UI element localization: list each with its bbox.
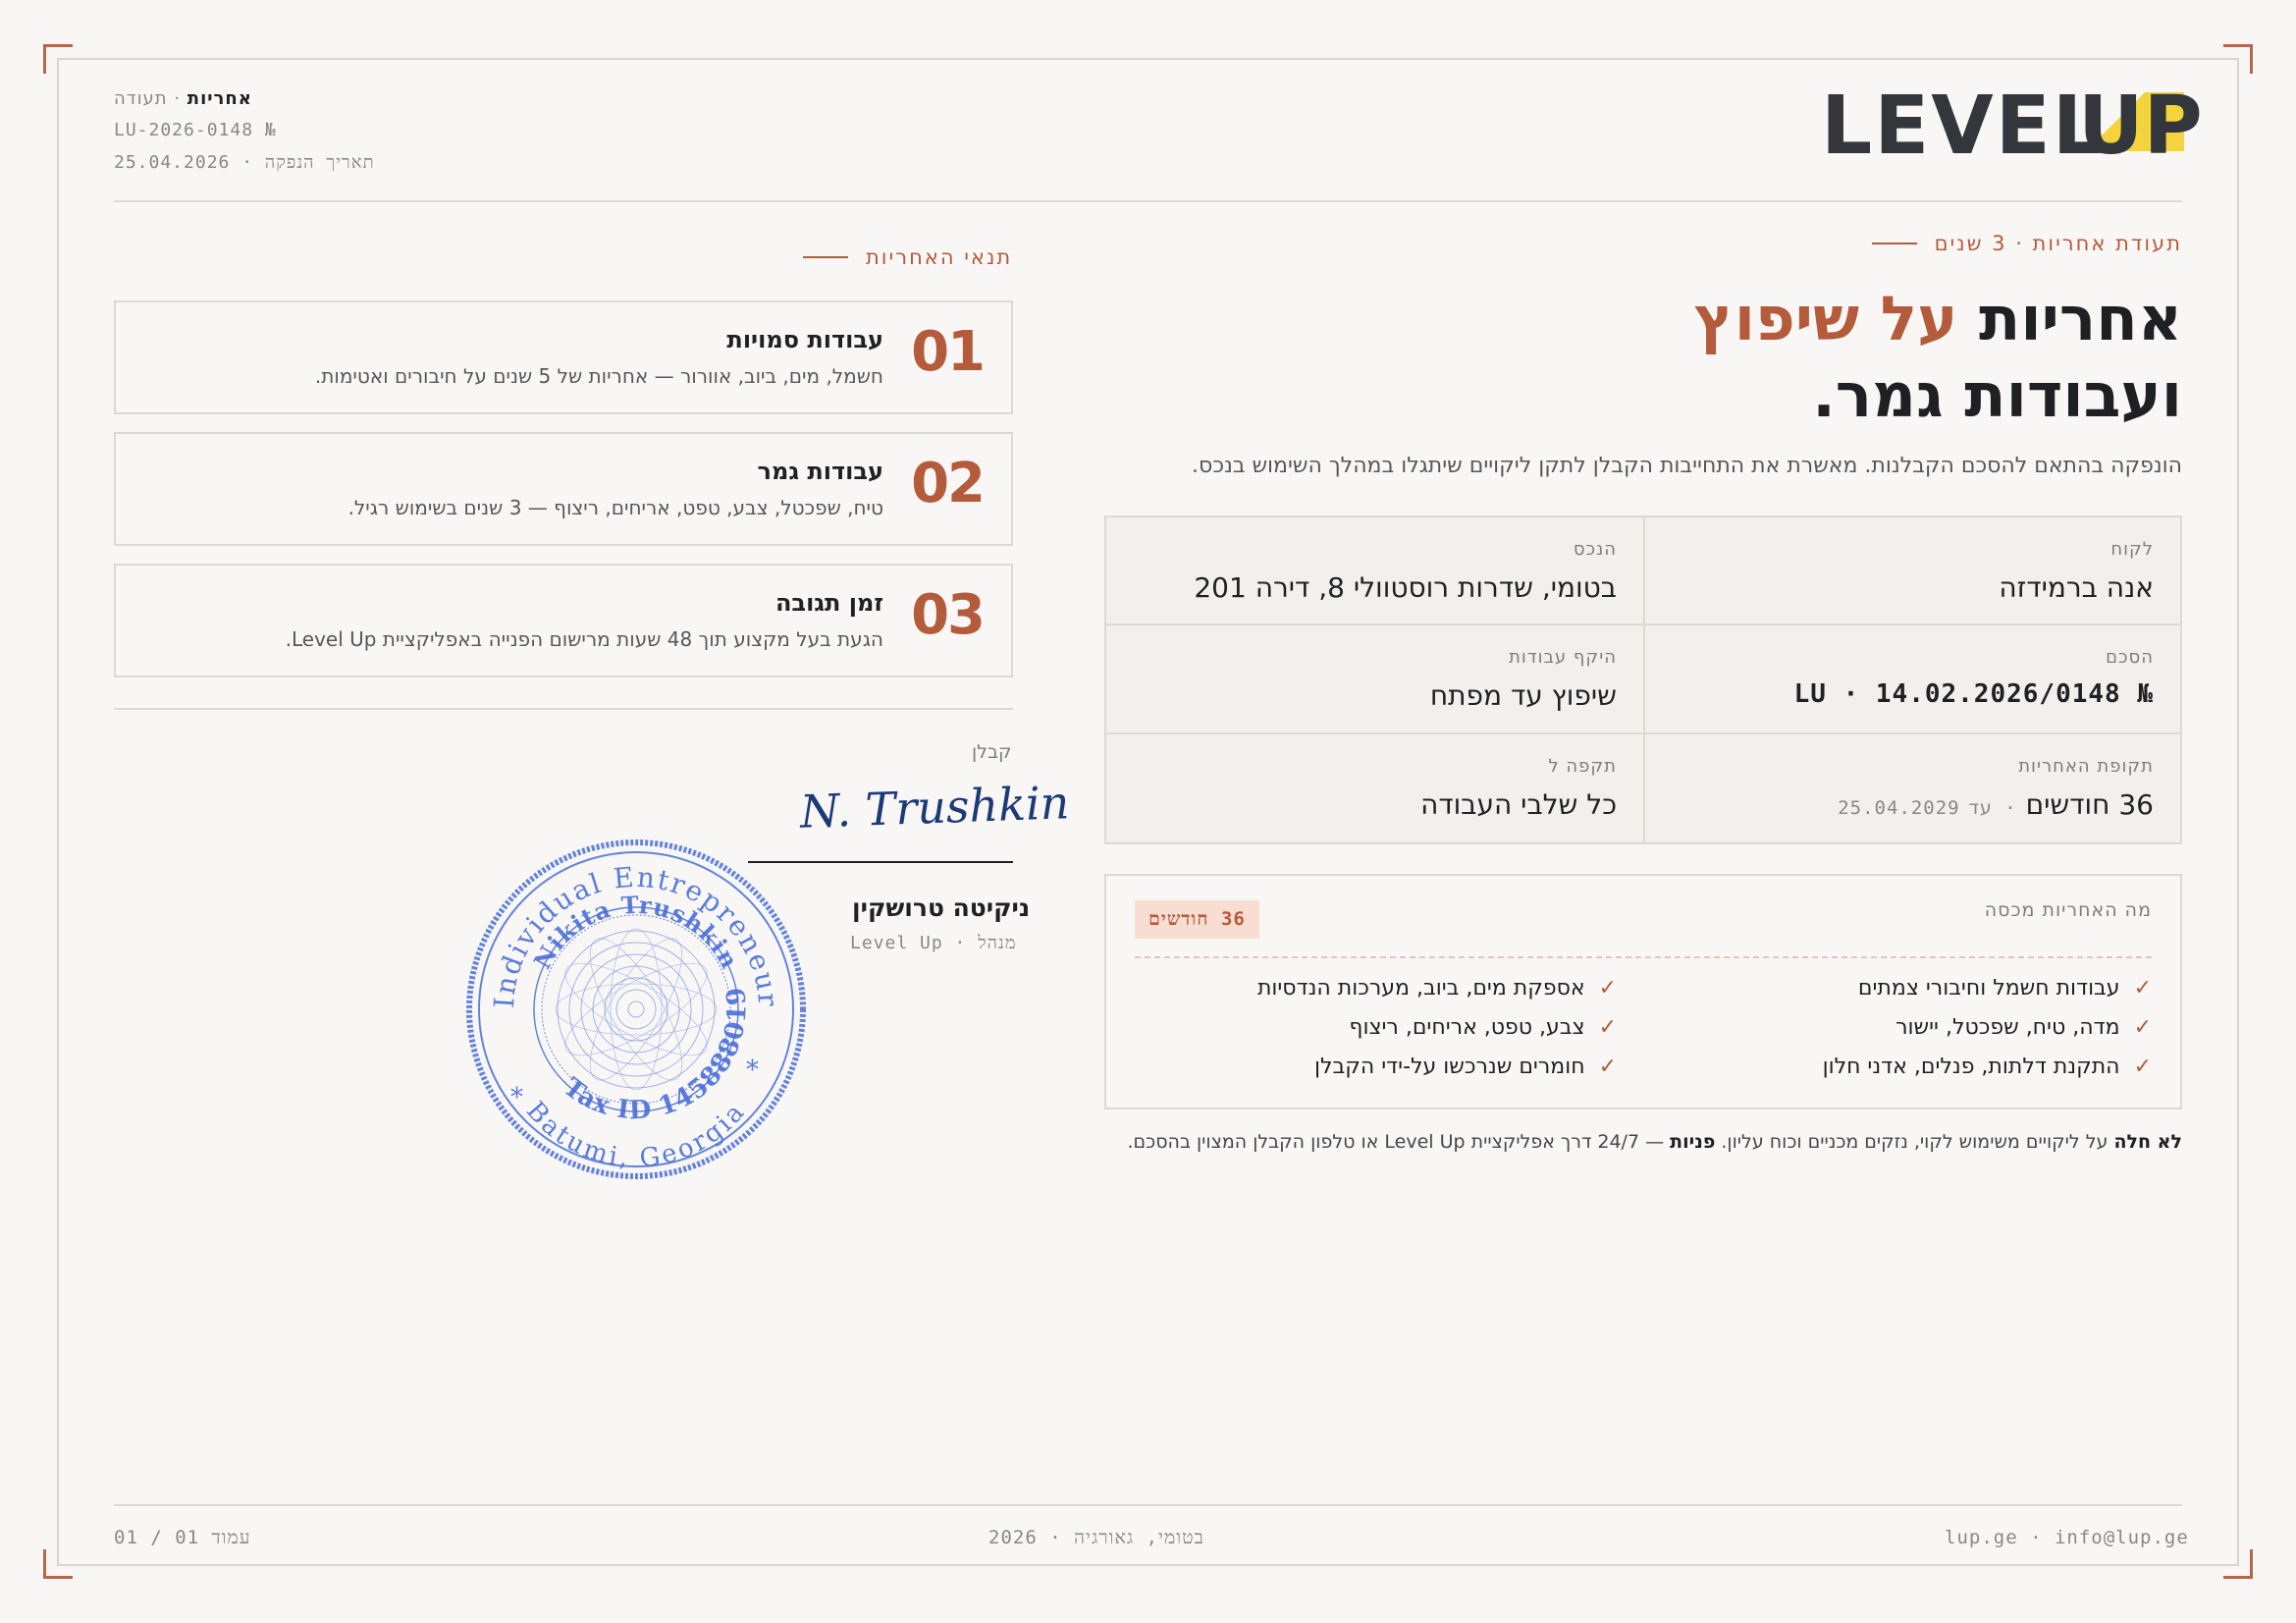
term-desc: חשמל, מים, ביוב, אוורור — אחריות של 5 שנים על חיבורים ואטימות. — [314, 364, 883, 388]
coverage-divider — [1135, 956, 2152, 958]
title-line2: ועבודות גמר. — [1812, 359, 2182, 431]
footer-location: בטומי, גאורגיה · 2026 — [988, 1527, 1204, 1548]
signer-role: מנהל · Level Up — [850, 933, 1017, 953]
term-title: עבודות גמר — [757, 458, 883, 485]
term-title: עבודות סמויות — [726, 326, 883, 353]
check-icon: ✓ — [2133, 1055, 2152, 1079]
coverage-item: ✓אספקת מים, ביוב, מערכות הנדסיות — [1256, 976, 1617, 1001]
page-title — [1694, 281, 2182, 434]
handwritten-signature: N. Trushkin — [799, 776, 1071, 839]
coverage-item: ✓התקנת דלתות, פנלים, אדני חלון — [1822, 1055, 2152, 1079]
terms-divider — [114, 708, 1013, 710]
corner-mark — [43, 1549, 73, 1579]
page-number: עמוד 01 / 01 — [114, 1527, 251, 1548]
doc-kind: תעודה — [114, 88, 168, 109]
doc-type-line: אחריות · תעודה — [114, 88, 252, 109]
signer-name: ניקיטה טרושקין — [852, 893, 1031, 922]
contractor-label: קבלן — [972, 741, 1012, 763]
detail-warranty-period: תקופת האחריות 36 חודשים · עד 25.04.2029 — [1643, 734, 2180, 842]
check-icon: ✓ — [2133, 1015, 2152, 1040]
corner-mark — [2223, 1549, 2253, 1579]
coverage-item: ✓עבודות חשמל וחיבורי צמתים — [1857, 976, 2152, 1001]
check-icon: ✓ — [2133, 976, 2152, 1001]
star-icon: * — [746, 1055, 759, 1085]
header-divider — [114, 200, 2182, 202]
term-number: 03 — [911, 583, 984, 647]
detail-property: הנכס בטומי, שדרות רוסטוולי 8, דירה 201 — [1106, 517, 1643, 625]
hero-eyebrow: תעודת אחריות · 3 שנים — [1872, 232, 2182, 255]
corner-mark — [2223, 44, 2253, 74]
term-desc: טיח, שפכטל, צבע, טפט, אריחים, ריצוף — 3 שנים בשימוש רגיל. — [347, 496, 883, 519]
stamp-tax-id: Tax ID 145888019 — [558, 984, 753, 1126]
stamp-outer-text: Individual Entrepreneur — [487, 860, 785, 1009]
details-table — [1104, 515, 2182, 844]
title-plain: אחריות — [1979, 283, 2182, 354]
coverage-badge: 36 חודשים — [1135, 900, 1259, 939]
term-number: 01 — [911, 320, 984, 384]
issue-date-label: תאריך הנפקה — [264, 152, 375, 173]
footer-divider — [114, 1504, 2182, 1506]
star-icon: * — [510, 1083, 523, 1112]
term-desc: הגעת בעל מקצוע תוך 48 שעות מרישום הפנייה באפליקציית Level Up. — [285, 627, 883, 651]
term-number: 02 — [911, 452, 984, 515]
doc-type: אחריות — [187, 88, 252, 109]
detail-scope: היקף עבודות שיפוץ עד מפתח — [1106, 625, 1643, 733]
check-icon: ✓ — [1598, 976, 1617, 1001]
detail-agreement: הסכם LU · 14.02.2026/0148 № — [1643, 625, 2180, 733]
logo-word-level: LEVEL — [1821, 80, 2106, 173]
page-subtitle: הונפקה בהתאם להסכם הקבלנות. מאשרת את התחייבות הקבלן לתקן ליקויים שיתגלו במהלך השימוש בנכס. — [1192, 454, 2182, 478]
coverage-item: ✓מדה, טיח, שפכטל, יישור — [1896, 1015, 2152, 1040]
issue-date-line: 25.04.2026 · תאריך הנפקה — [114, 152, 375, 173]
company-stamp — [459, 833, 813, 1186]
issue-date: 25.04.2026 — [114, 152, 231, 173]
terms-heading: תנאי האחריות — [803, 245, 1012, 269]
logo-word-up: UP — [2078, 80, 2203, 173]
stamp-name: Nikita Trushkin — [527, 890, 745, 974]
title-accent: על שיפוץ — [1693, 283, 1958, 354]
coverage-heading: מה האחריות מכסה — [1984, 899, 2152, 921]
term-card — [114, 432, 1013, 546]
term-title: זמן תגובה — [774, 589, 883, 617]
stamp-city: Batumi, Georgia — [519, 1096, 753, 1174]
coverage-item: ✓צבע, טפט, אריחים, ריצוף — [1349, 1015, 1617, 1040]
detail-client: לקוח אנה ברמידזה — [1643, 517, 2180, 625]
doc-number: LU-2026-0148 № — [114, 120, 277, 140]
corner-mark — [43, 44, 73, 74]
term-card — [114, 564, 1013, 677]
coverage-item: ✓חומרים שנרכשו על-ידי הקבלן — [1314, 1055, 1617, 1079]
footnote: לא חלה על ליקויים משימוש לקוי, נזקים מכניים וכוח עליון. פניות — 24/7 דרך אפליקציית Level Up או טלפון הקבלן המצוין בהסכם. — [1127, 1131, 2182, 1153]
check-icon: ✓ — [1598, 1015, 1617, 1040]
detail-valid-for: תקפה ל כל שלבי העבודה — [1420, 755, 1617, 821]
term-card — [114, 300, 1013, 414]
check-icon: ✓ — [1598, 1055, 1617, 1079]
level-up-logo — [1821, 80, 2203, 173]
footer-contacts[interactable]: lup.ge · info@lup.ge — [1945, 1527, 2189, 1548]
coverage-box — [1104, 874, 2182, 1109]
